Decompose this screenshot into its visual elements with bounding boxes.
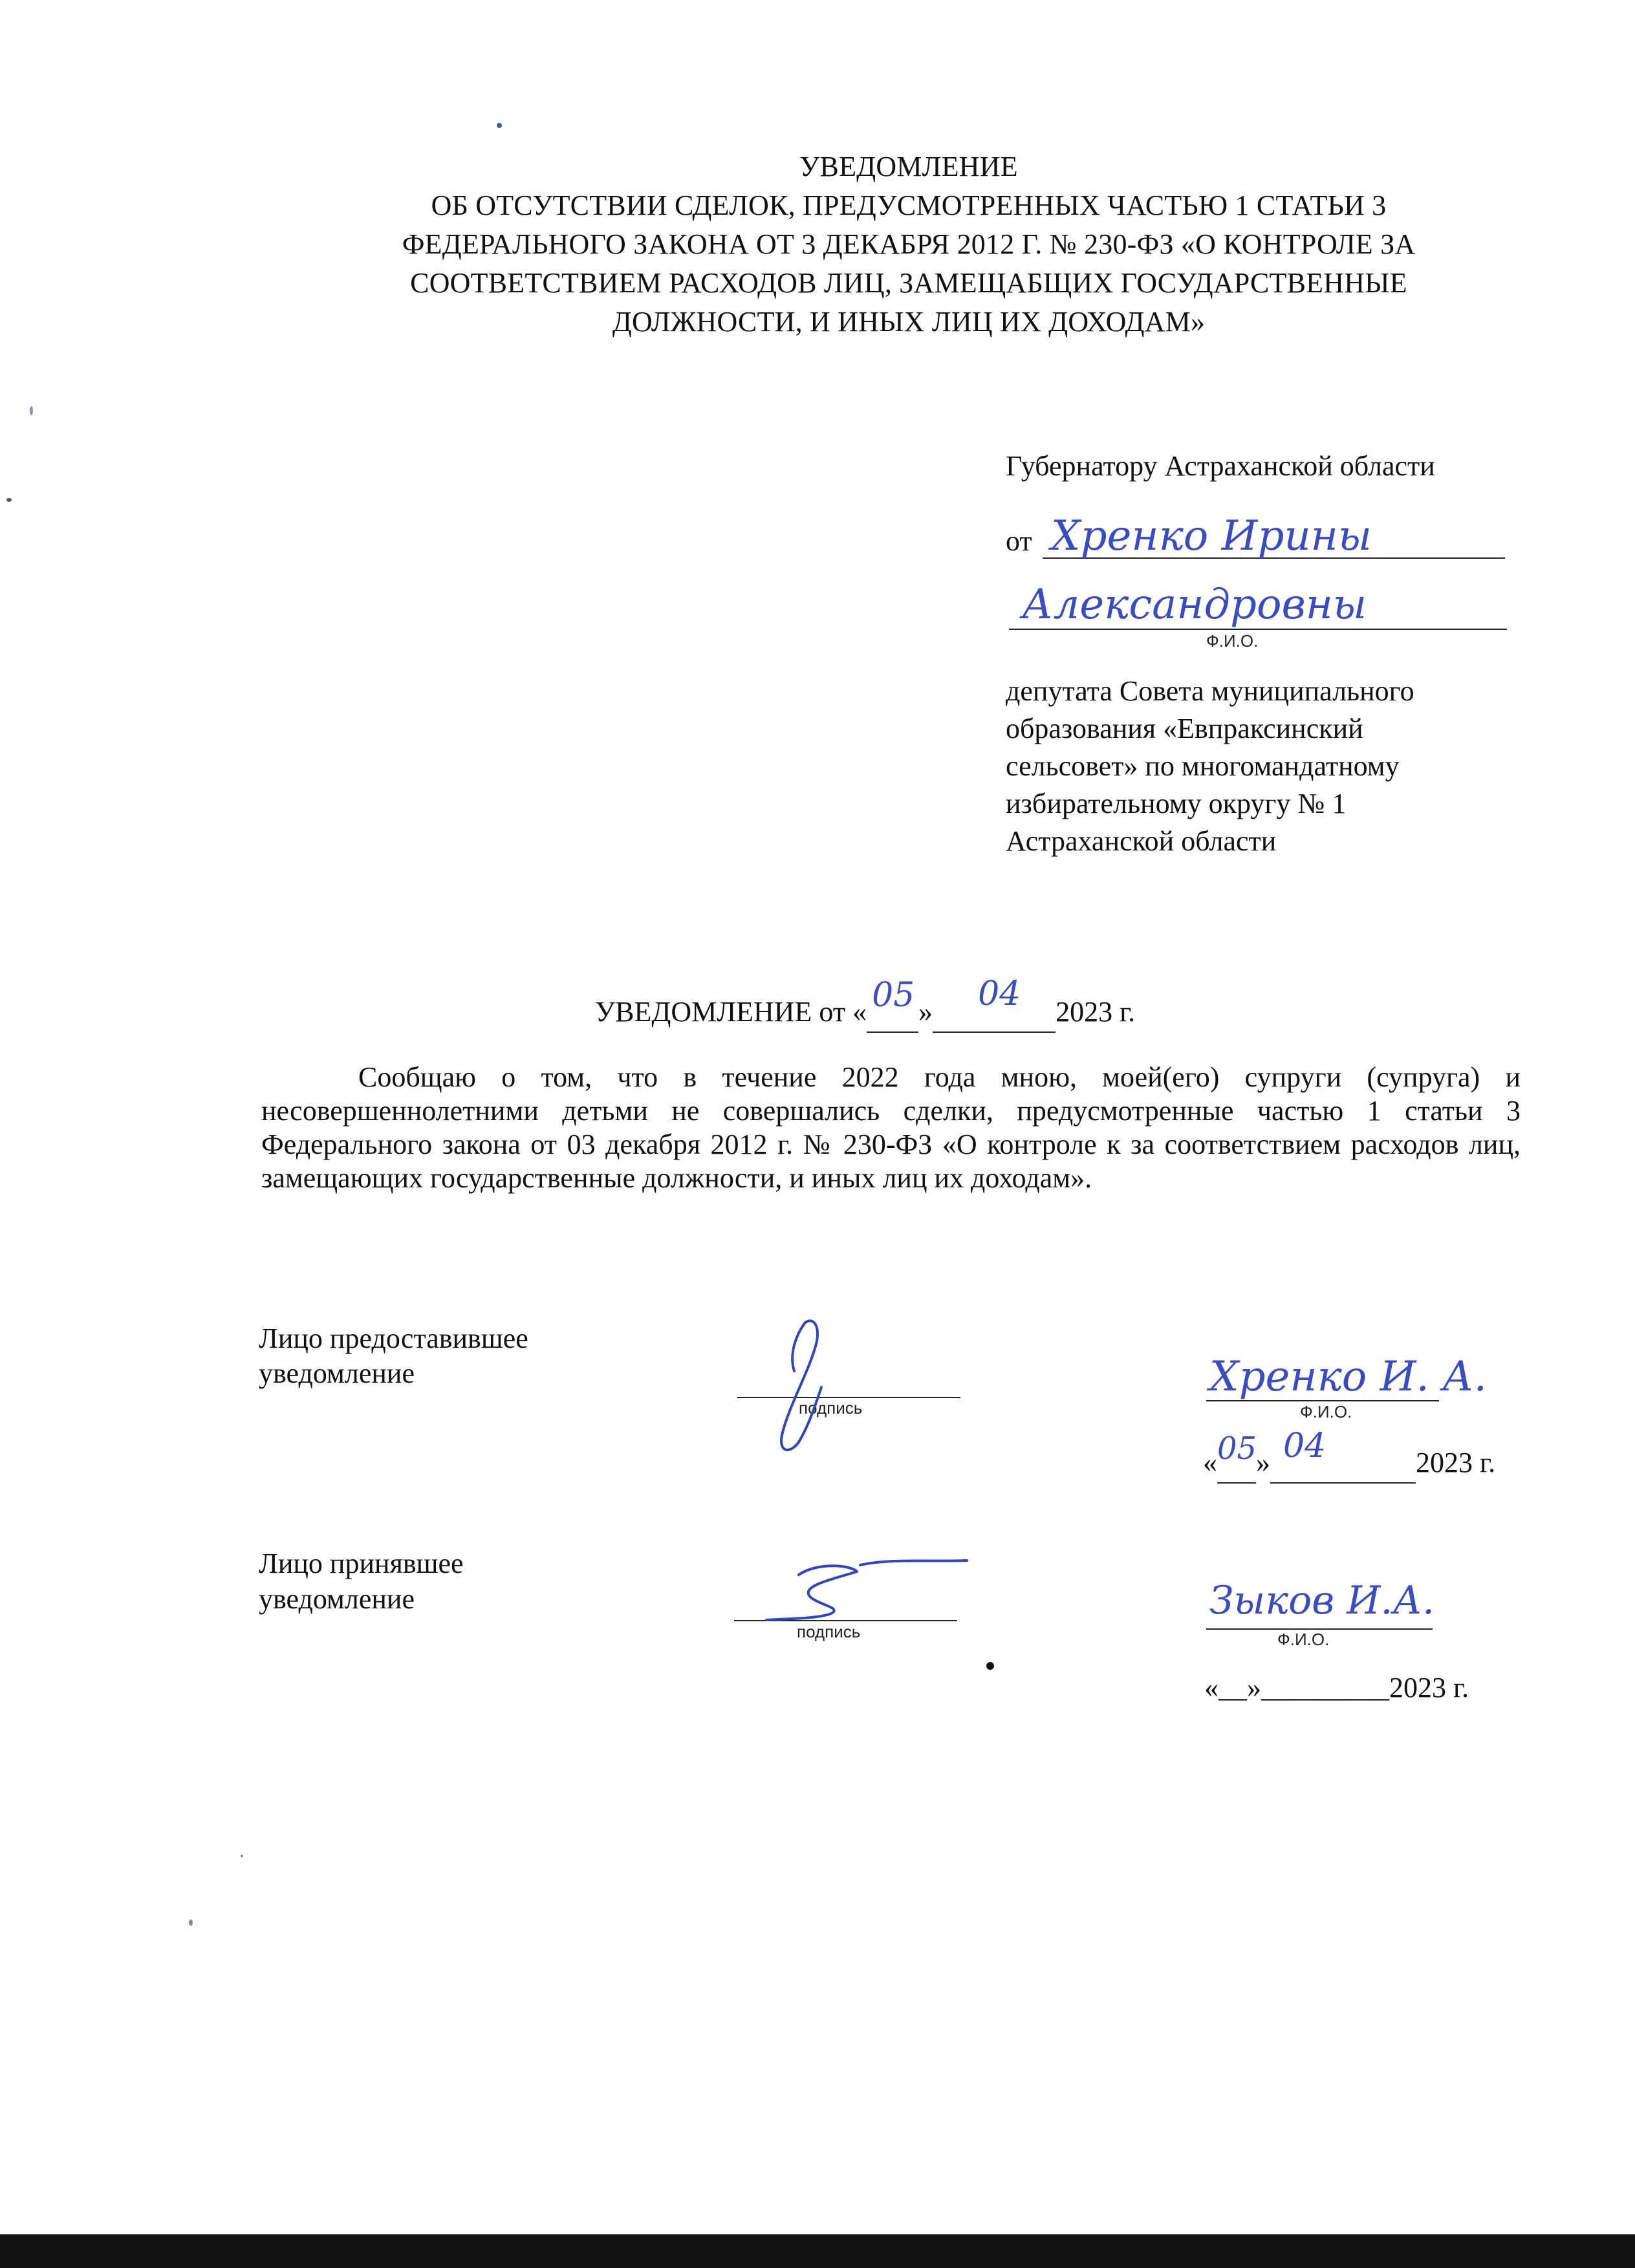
scan-speck bbox=[6, 498, 12, 502]
title-line: СООТВЕТСТВИЕМ РАСХОДОВ ЛИЦ, ЗАМЕЩАБЩИХ ГОСУДАРСТВЕННЫЕ bbox=[410, 267, 1407, 299]
notice-body: Сообщаю о том, что в течение 2022 года мною, моей(его) супруги (супруга) и несовершеннолетними детьми не совершались сделки, предусмотренные частью 1 статьи 3 Федерального закона от 03 декабря 2012 г. № 230-ФЗ «О контроле к за соответствием расходов лиц, замещающих государственные должности, и иных лиц их доходам». bbox=[261, 1061, 1521, 1194]
submitter-fio-caption: Ф.И.О. bbox=[1300, 1402, 1352, 1421]
receiver-signature-caption: подпись bbox=[797, 1622, 861, 1641]
scan-speck bbox=[986, 1662, 994, 1670]
notice-date-day: 05 bbox=[872, 976, 915, 1015]
submitter-date-day: 05 bbox=[1217, 1431, 1257, 1467]
notice-date-suffix: 2023 г. bbox=[1056, 996, 1136, 1028]
submitter-signature-icon bbox=[744, 1310, 873, 1465]
title-line: ФЕДЕРАЛЬНОГО ЗАКОНА ОТ 3 ДЕКАБРЯ 2012 Г. № 230-ФЗ «О КОНТРОЛЕ ЗА bbox=[402, 228, 1416, 260]
from-underline-2 bbox=[1009, 629, 1507, 630]
scan-speck bbox=[30, 406, 33, 415]
submitter-date-month-field bbox=[1270, 1427, 1416, 1484]
receiver-fio-caption: Ф.И.О. bbox=[1277, 1630, 1330, 1649]
notice-date-mid: » bbox=[918, 996, 933, 1028]
submitter-label-1: Лицо предоставившее bbox=[259, 1323, 528, 1354]
receiver-label-1: Лицо принявшее bbox=[259, 1548, 464, 1579]
notice-date-month-field bbox=[933, 975, 1056, 1033]
receiver-signature-icon bbox=[760, 1549, 980, 1626]
position-line: депутата Совета муниципального bbox=[1006, 675, 1414, 707]
receiver-label-2: уведомление bbox=[259, 1583, 415, 1615]
receiver-fio-handwritten: Зыков И.А. bbox=[1209, 1578, 1435, 1623]
position-line: избирательному округу № 1 bbox=[1006, 788, 1347, 819]
scan-bottom-edge bbox=[0, 2234, 1635, 2268]
submitter-date-year: 2023 г. bbox=[1416, 1447, 1496, 1478]
notice-date-day-field bbox=[867, 976, 918, 1033]
position-line: образования «Евпраксинский bbox=[1006, 713, 1363, 744]
position-line: сельсовет» по многомандатному bbox=[1006, 750, 1400, 782]
submitter-date-month: 04 bbox=[1283, 1427, 1326, 1465]
addressee-to: Губернатору Астраханской области bbox=[1006, 450, 1435, 482]
submitter-date-day-field bbox=[1217, 1431, 1257, 1484]
submitter-date-line bbox=[1203, 1427, 1496, 1484]
submitter-label-2: уведомление bbox=[259, 1357, 415, 1389]
scan-speck bbox=[241, 1855, 243, 1857]
fio-caption: Ф.И.О. bbox=[1206, 631, 1259, 651]
from-handwritten-1: Хренко Ирины bbox=[1051, 512, 1372, 560]
position-line: Астраханской области bbox=[1006, 825, 1277, 857]
from-handwritten-2: Александровны bbox=[1022, 581, 1367, 629]
notice-date-prefix: УВЕДОМЛЕНИЕ от « bbox=[595, 996, 867, 1028]
submitter-date-mid: » bbox=[1256, 1447, 1270, 1478]
submitter-date-open: « bbox=[1203, 1447, 1217, 1478]
from-prefix: от bbox=[1006, 525, 1032, 557]
title-line: ДОЛЖНОСТИ, И ИНЫХ ЛИЦ ИХ ДОХОДАМ» bbox=[612, 306, 1206, 338]
notice-date-month: 04 bbox=[978, 975, 1021, 1013]
title-line: ОБ ОТСУТСТВИИ СДЕЛОК, ПРЕДУСМОТРЕННЫХ ЧАСТЬЮ 1 СТАТЬИ 3 bbox=[431, 189, 1387, 221]
scan-speck bbox=[497, 123, 502, 128]
title-line: УВЕДОМЛЕНИЕ bbox=[799, 151, 1018, 182]
document-title bbox=[323, 147, 1494, 341]
submitter-fio-handwritten: Хренко И. А. bbox=[1209, 1353, 1487, 1401]
submitter-signature-caption: подпись bbox=[799, 1398, 863, 1418]
receiver-date-text: «__»_________2023 г. bbox=[1204, 1672, 1469, 1703]
notice-date-line bbox=[595, 975, 1136, 1033]
scan-speck bbox=[189, 1919, 193, 1926]
